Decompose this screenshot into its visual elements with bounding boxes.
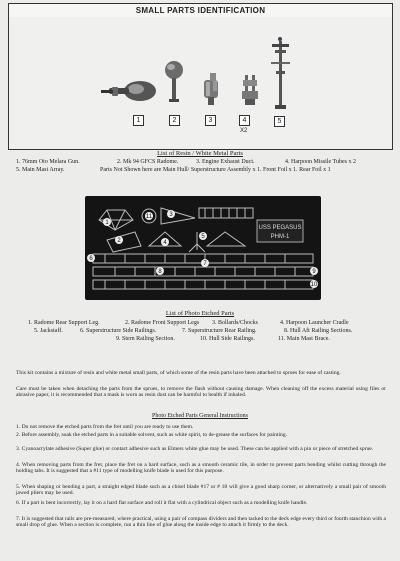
etched-item-3: 3. Bollards/Chocks [212, 320, 258, 326]
fret-ship-name: USS PEGASUS [258, 225, 302, 231]
etched-item-7: 7. Superstructure Rear Railing. [182, 328, 257, 334]
part-number-2: 2 [169, 115, 180, 126]
instruction-6: 6. If a part is bent incorrectly, lay it on a hard flat surface and roll it flat with a cylindrical object such as a modelling knife handle. [16, 500, 308, 506]
etch-label-9: 9 [312, 269, 316, 275]
instruction-1: 1. Do not remove the etched parts from the fret until you are ready to use them. [16, 424, 194, 430]
etch-label-1: 1 [105, 220, 109, 226]
etched-list-title: List of Photo Etched Parts [165, 310, 235, 317]
etched-item-10: 10. Hull Side Railings. [200, 336, 255, 342]
resin-item-1: 1. 76mm Oto Melara Gun. [16, 159, 80, 165]
photo-etch-fret-drawing [85, 196, 321, 300]
intro-paragraph-2: Care must be taken when detaching the parts from the sprues, to remove the flash without causing damage. When cleaning off the excess material using files or abrasive paper, it is recommended that a mask is worn as resin dust can be harmful to health if inhaled. [16, 386, 386, 399]
fret-ship-code: PHM-1 [270, 234, 290, 240]
instruction-4: 4. When removing parts from the fret, place the fret on a hard surface, such as a smooth ceramic tile, in order to prevent parts bending whilst cutting through the holding tabs. It is suggested that a #11 type of modelling knife blade is used for this purpose. [16, 462, 386, 475]
etch-part-3 [161, 208, 195, 224]
part-number-1: 1 [133, 115, 144, 126]
etch-label-2: 2 [117, 238, 121, 244]
instruction-5: 5. When shaping or bending a part, a straight edged blade such as a chisel blade #17 or # 18 will give a good sharp corner, or alternatively a small pair of smooth jawed pliers may be used. [16, 484, 386, 497]
intro-paragraph-1: This kit contains a mixture of resin and white metal small parts, of which some of the resin parts have been attached to sprues for ease of casting. [16, 370, 341, 376]
etch-label-8: 8 [158, 269, 162, 275]
exhaust-duct-part-image [204, 73, 218, 105]
etched-item-6: 6. Superstructure Side Railings. [80, 328, 157, 334]
etch-label-4: 4 [163, 240, 167, 246]
resin-item-5: 5. Main Mast Array. [16, 167, 65, 173]
radome-part-image [165, 61, 183, 102]
etch-label-3: 3 [169, 212, 173, 218]
quantity-label: X2 [240, 128, 248, 134]
resin-item-3: 3. Engine Exhaust Duct. [196, 159, 255, 165]
resin-item-4: 4. Harpoon Missile Tubes x 2 [285, 159, 357, 165]
harpoon-tubes-part-image [242, 75, 258, 105]
resin-parts-drawing [9, 17, 392, 149]
photo-etch-fret [85, 196, 321, 300]
part-number-3: 3 [205, 115, 216, 126]
instructions-title: Photo Etched Parts General Instructions [152, 413, 248, 419]
etch-part-8 [93, 267, 313, 276]
etched-item-8: 8. Hull Aft Railing Sections. [284, 328, 353, 334]
etch-label-10: 10 [310, 282, 318, 288]
etch-part-2 [107, 232, 141, 252]
etch-label-5: 5 [201, 234, 205, 240]
instruction-3: 3. Cyanoacrylate adhesive (Super glue) or contact adhesive such as Elmers white glue may be used. These can be applied with a pin or piece of stretched sprue. [16, 446, 374, 452]
mast-array-part-image [271, 37, 290, 109]
etched-item-5: 5. Jackstaff. [34, 328, 63, 334]
etch-label-6: 6 [89, 256, 93, 262]
part-number-5: 5 [274, 116, 285, 127]
etched-item-1: 1. Radome Rear Support Leg. [28, 320, 100, 326]
resin-list-title: List of Resin / White Metal Parts [157, 150, 243, 157]
resin-item-2: 2. Mk 94 GFCS Radome. [117, 159, 179, 165]
instruction-2: 2. Before assembly, soak the etched parts in a suitable solvent, such as white spirit, to de-grease the surfaces for painting. [16, 432, 288, 438]
resin-parts-panel [8, 17, 393, 150]
etched-item-9: 9. Stern Railing Section. [116, 336, 175, 342]
etched-item-4: 4. Harpoon Launcher Cradle [280, 320, 349, 326]
resin-not-shown-note: Parts Not Shown here are Main Hull/ Superstructure Assembly x 1. Front Foil x 1. Rear Foil x 1 [100, 167, 331, 173]
etch-part-10 [93, 280, 313, 289]
page-title: SMALL PARTS IDENTIFICATION [8, 3, 393, 19]
etch-label-11: 11 [145, 214, 153, 220]
gun-part-image [101, 81, 156, 101]
instruction-7: 7. It is suggested that rails are pre-measured, where practical, using a pair of compass dividers and then tacked to the deck edge every third or fourth stanchion with a small drop of glue. When a section is complete, run a thin line of glue along the inside edge to attach it firmly to the deck. [16, 516, 386, 529]
etched-item-11: 11. Main Mast Brace. [278, 336, 330, 342]
etched-item-2: 2. Radome Front Support Legs [125, 320, 200, 326]
part-number-4: 4 [239, 115, 250, 126]
etch-label-7: 7 [203, 261, 207, 267]
